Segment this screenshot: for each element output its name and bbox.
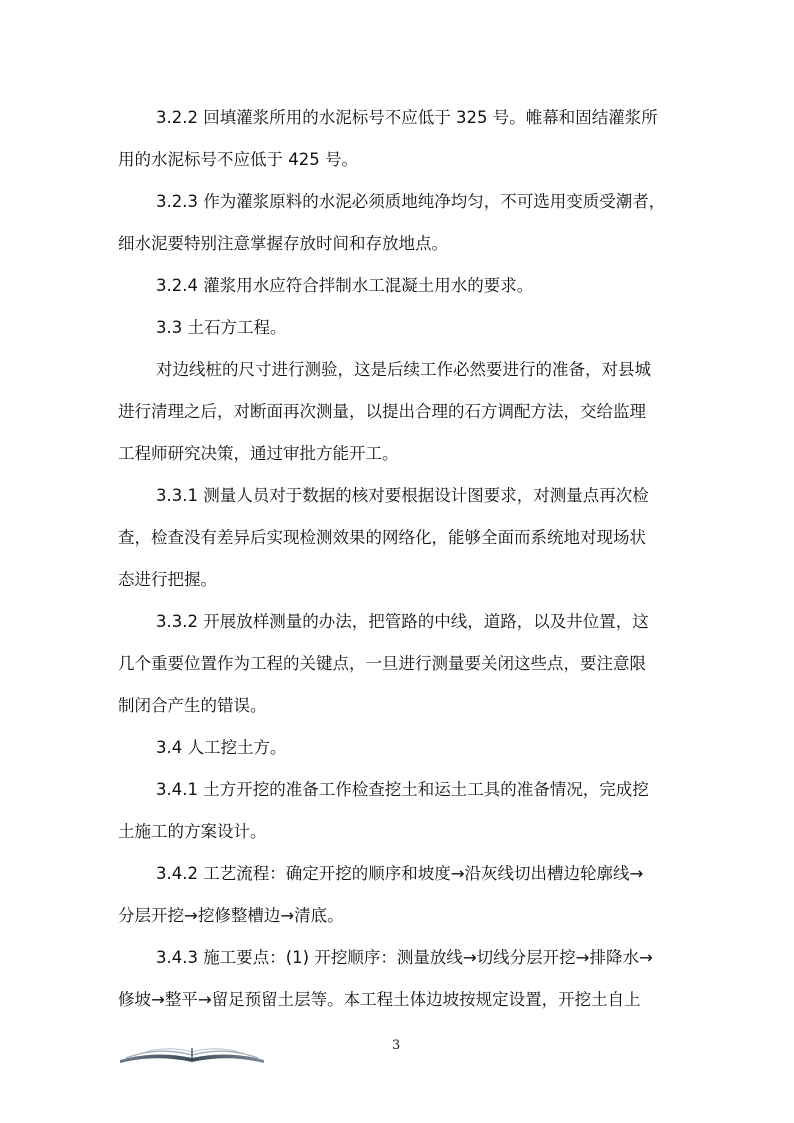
text-line: 查，检查没有差异后实现检测效果的网络化，能够全面而系统地对现场状	[118, 528, 646, 547]
text-line: 3.2.4 灌浆用水应符合拌制水工混凝土用水的要求。	[156, 276, 534, 295]
text-line: 3.3 土石方工程。	[156, 318, 287, 337]
paragraph-3-2-2	[118, 97, 678, 181]
text-line: 3.4.3 施工要点：(1) 开挖顺序：测量放线→切线分层开挖→排降水→	[156, 948, 653, 967]
text-line: 用的水泥标号不应低于 425 号。	[118, 150, 358, 169]
section-heading-3-3	[118, 307, 678, 349]
text-line: 3.4.1 土方开挖的准备工作检查挖土和运土工具的准备情况，完成挖	[156, 780, 649, 799]
paragraph-3-2-4	[118, 265, 678, 307]
text-line: 细水泥要特别注意掌握存放时间和存放地点。	[118, 234, 448, 253]
section-heading-3-4	[118, 727, 678, 769]
paragraph-3-3-1	[118, 475, 678, 601]
paragraph-3-4-3	[118, 937, 678, 1021]
text-line: 3.3.2 开展放样测量的办法，把管路的中线，道路，以及井位置，这	[156, 612, 649, 631]
text-line: 3.2.3 作为灌浆原料的水泥必须质地纯净均匀，不可选用变质受潮者，	[156, 192, 666, 211]
text-line: 3.4.2 工艺流程：确定开挖的顺序和坡度→沿灰线切出槽边轮廓线→	[156, 864, 644, 883]
text-line: 土施工的方案设计。	[118, 822, 267, 841]
text-line: 工程师研究决策，通过审批方能开工。	[118, 444, 399, 463]
paragraph-3-2-3	[118, 181, 678, 265]
text-line: 对边线桩的尺寸进行测验，这是后续工作必然要进行的准备，对县城	[156, 360, 651, 379]
text-line: 3.3.1 测量人员对于数据的核对要根据设计图要求，对测量点再次检	[156, 486, 649, 505]
paragraph-3-4-1	[118, 769, 678, 853]
text-line: 制闭合产生的错误。	[118, 696, 267, 715]
paragraph-survey	[118, 349, 678, 475]
text-line: 几个重要位置作为工程的关键点，一旦进行测量要关闭这些点，要注意限	[118, 654, 646, 673]
paragraph-3-3-2	[118, 601, 678, 727]
text-line: 修坡→整平→留足预留土层等。本工程土体边坡按规定设置，开挖土自上	[118, 990, 641, 1009]
text-line: 态进行把握。	[118, 570, 217, 589]
text-line: 进行清理之后，对断面再次测量，以提出合理的石方调配方法，交给监理	[118, 402, 646, 421]
paragraph-3-4-2	[118, 853, 678, 937]
text-line: 3.2.2 回填灌浆所用的水泥标号不应低于 325 号。帷幕和固结灌浆所	[156, 108, 658, 127]
open-book-icon	[118, 1040, 266, 1064]
page-number: 3	[392, 1038, 401, 1053]
text-line: 3.4 人工挖土方。	[156, 738, 287, 757]
text-line: 分层开挖→挖修整槽边→清底。	[118, 906, 344, 925]
